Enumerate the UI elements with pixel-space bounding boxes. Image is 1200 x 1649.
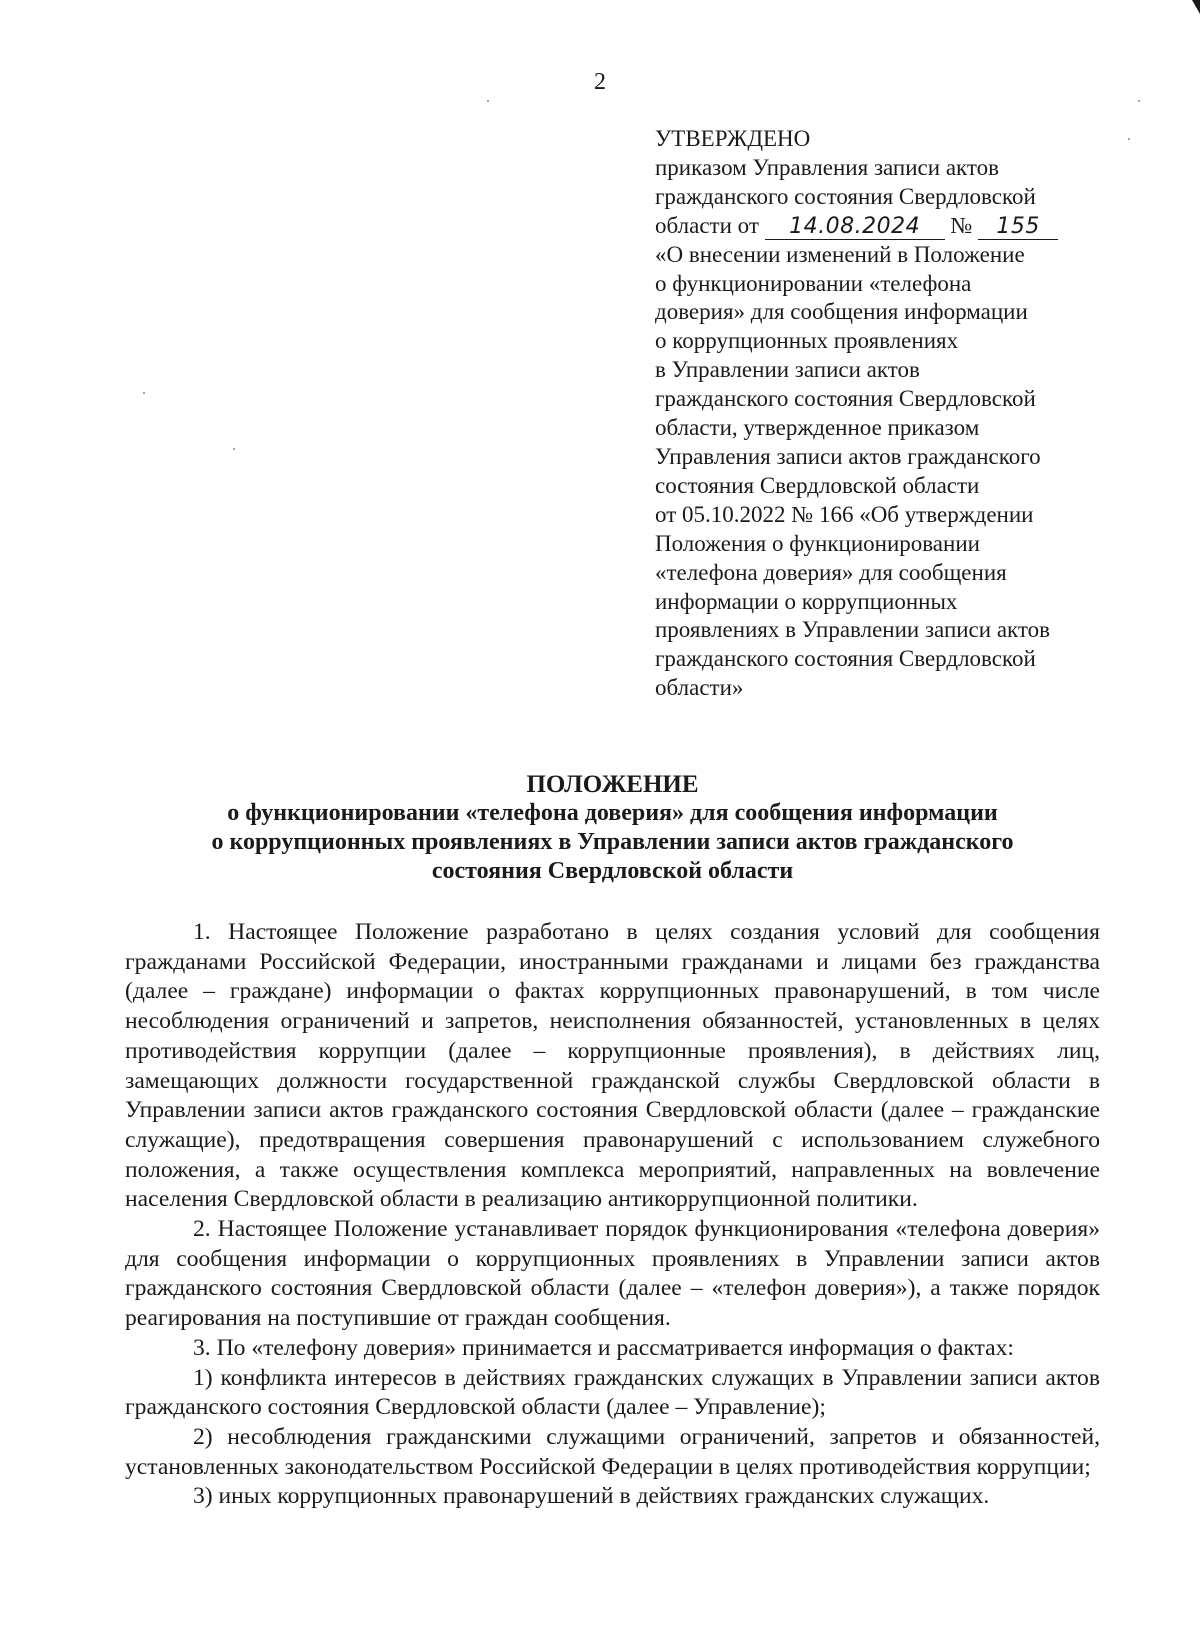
body-paragraph: 2) несоблюдения гражданскими служащими ограничений, запретов и обязанностей, установленных законодательством Российской Федерации в целях противодействия коррупции; — [125, 1423, 1100, 1480]
document-heading — [125, 770, 1100, 886]
scan-speck — [1128, 138, 1130, 140]
number-sign: № — [950, 212, 973, 238]
approval-title-line: области» — [655, 675, 744, 701]
approval-title-line: от 05.10.2022 № 166 «Об утверждении — [655, 501, 1034, 527]
body-paragraph: 3. По «телефону доверия» принимается и рассматривается информация о фактах: — [193, 1334, 1014, 1361]
approval-title-line: гражданского состояния Свердловской — [655, 386, 1036, 412]
approval-title-line: о функционировании «телефона — [655, 270, 972, 296]
approval-title-line: о коррупционных проявлениях — [655, 328, 959, 354]
scan-speck — [143, 392, 145, 394]
scan-speck — [1138, 100, 1140, 102]
scan-corner-mark — [1192, 0, 1200, 14]
approval-order-line: приказом Управления записи актов — [655, 154, 1000, 180]
document-body — [125, 918, 1100, 1512]
approval-title-line: Управления записи актов гражданского — [655, 443, 1041, 469]
body-paragraph: 3) иных коррупционных правонарушений в действиях гражданских служащих. — [193, 1483, 990, 1510]
approval-title-line: в Управлении записи актов — [655, 357, 920, 383]
page-number: 2 — [594, 69, 606, 95]
approval-heading: УТВЕРЖДЕНО — [655, 126, 811, 151]
scan-speck — [487, 100, 489, 102]
document-subtitle-line: о функционировании «телефона доверия» для сообщения информации — [227, 800, 998, 826]
approval-title-line: области, утвержденное приказом — [655, 415, 980, 441]
approval-title-line: Положения о функционировании — [655, 530, 980, 556]
scan-speck — [233, 448, 235, 450]
approval-title-lines — [655, 241, 1105, 704]
document-subtitle-line: о коррупционных проявлениях в Управлении записи актов гражданского — [211, 829, 1014, 855]
approval-title-line: проявлениях в Управлении записи актов — [655, 617, 1051, 643]
approval-order-line: гражданского состояния Свердловской — [655, 183, 1036, 209]
handwritten-date: 14.08.2024 — [765, 215, 945, 240]
body-paragraph: 1) конфликта интересов в действиях гражданских служащих в Управлении записи актов гражданского состояния Свердловской области (далее – Управление); — [125, 1364, 1100, 1421]
approval-block — [655, 125, 1105, 703]
approval-title-line: «телефона доверия» для сообщения — [655, 559, 1007, 585]
approval-title-line: «О внесении изменений в Положение — [655, 241, 1025, 267]
body-paragraph: 1. Настоящее Положение разработано в целях создания условий для сообщения гражданами Российской Федерации, иностранными гражданами и лицами без гражданства (далее – граждане) информации о фактах коррупционных правонарушений, в том числе несоблюдения ограничений и запретов, неисполнения обязанностей, установленных в целях противодействия коррупции (далее – коррупционные проявления), в действиях лиц, замещающих должности государственной гражданской службы Свердловской области в Управлении записи актов гражданского состояния Свердловской области (далее – гражданские служащие), предотвращения совершения правонарушений с использованием служебного положения, а также осуществления комплекса мероприятий, направленных на вовлечение населения Свердловской области в реализацию антикоррупционной политики. — [125, 919, 1100, 1213]
approval-title-line: доверия» для сообщения информации — [655, 299, 1028, 325]
approval-title-line: состояния Свердловской области — [655, 472, 980, 498]
handwritten-order-number: 155 — [978, 215, 1058, 240]
approval-date-line — [655, 212, 1105, 241]
date-prefix: области от — [655, 212, 759, 238]
document-title: ПОЛОЖЕНИЕ — [526, 771, 699, 798]
approval-title-line: гражданского состояния Свердловской — [655, 646, 1036, 672]
document-subtitle-line: состояния Свердловской области — [431, 858, 794, 884]
approval-title-line: информации о коррупционных — [655, 588, 958, 614]
body-paragraph: 2. Настоящее Положение устанавливает порядок функционирования «телефона доверия» для сообщения информации о коррупционных проявлениях в Управлении записи актов гражданского состояния Свердловской области (далее – «телефон доверия»), а также порядок реагирования на поступившие от граждан сообщения. — [125, 1216, 1100, 1332]
